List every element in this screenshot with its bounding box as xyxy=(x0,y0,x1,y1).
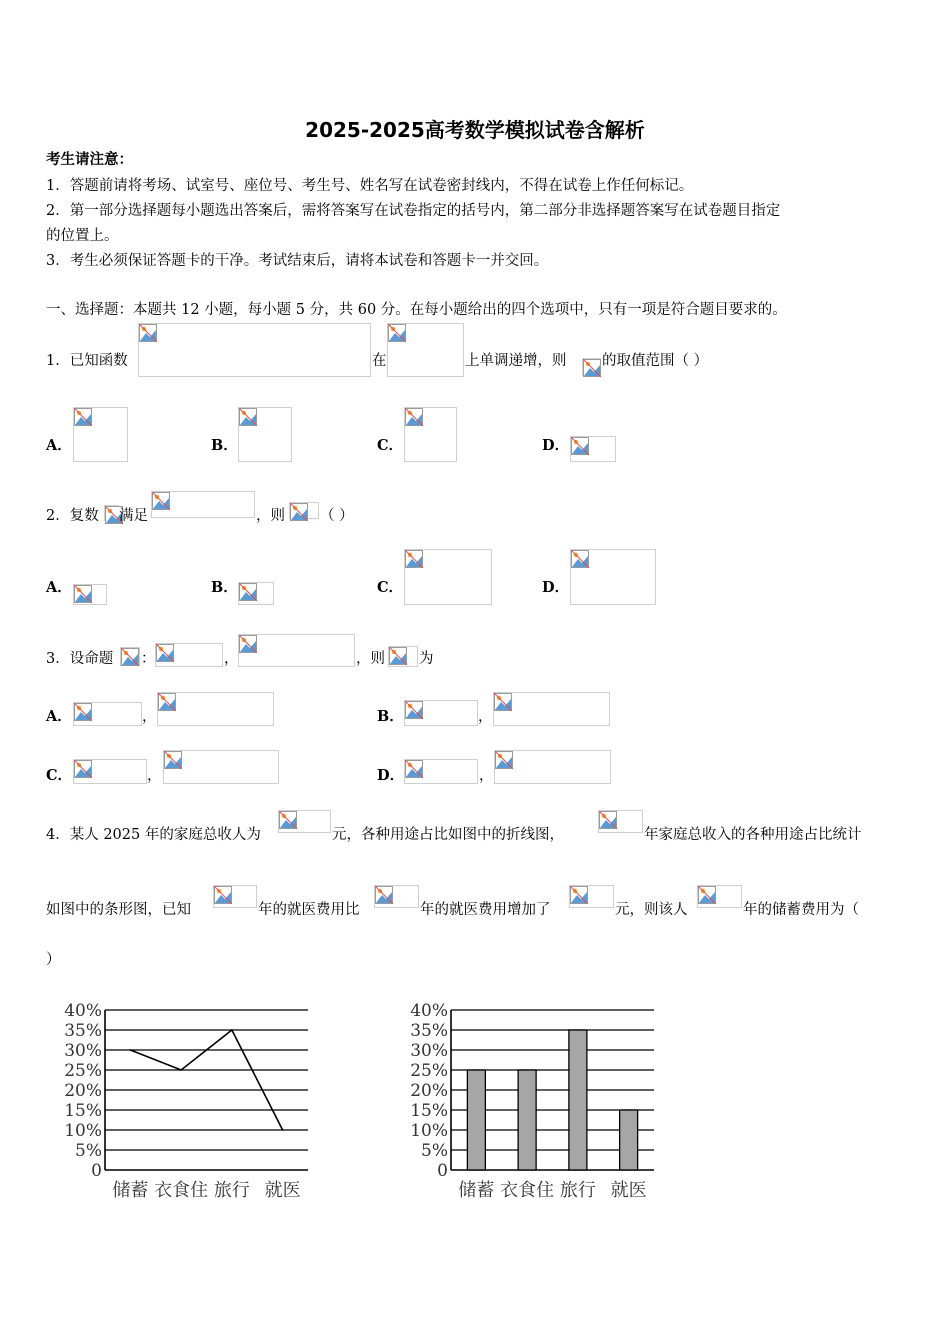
broken-image-icon xyxy=(74,585,92,603)
y-tick-label: 0 xyxy=(91,1161,102,1181)
broken-image-icon xyxy=(152,492,170,510)
line-chart xyxy=(58,996,320,1206)
broken-image-icon xyxy=(239,635,257,653)
broken-image-icon xyxy=(571,550,589,568)
notice-item: 2．第一部分选择题每小题选出答案后，需将答案写在试卷指定的括号内，第二部分非选择题答案写在试卷题目指定 xyxy=(46,203,781,219)
q2-text: 满足 xyxy=(119,508,148,524)
broken-image-icon xyxy=(405,701,423,719)
q4-text: 元，各种用途占比如图中的折线图， xyxy=(332,827,564,843)
broken-image-icon xyxy=(405,760,423,778)
x-tick-label: 衣食住 xyxy=(154,1180,209,1201)
formula-image xyxy=(238,407,292,462)
formula-image xyxy=(155,643,223,667)
q2-text: ，则 xyxy=(256,508,285,524)
section-heading: 一、选择题：本题共 12 小题，每小题 5 分，共 60 分。在每小题给出的四个选项中，只有一项是符合题目要求的。 xyxy=(46,302,787,318)
x-tick-label: 旅行 xyxy=(559,1180,596,1201)
notice-item: 1．答题前请将考场、试室号、座位号、考生号、姓名写在试卷密封线内，不得在试卷上作任何标记。 xyxy=(46,178,694,194)
q3-text: 为 xyxy=(419,651,434,667)
y-tick-label: 25% xyxy=(64,1061,102,1081)
broken-image-icon xyxy=(388,324,406,342)
notice-item: 的位置上。 xyxy=(46,228,119,244)
broken-image-icon xyxy=(164,751,182,769)
q4-text: 年家庭总收入的各种用途占比统计 xyxy=(644,827,862,843)
y-tick-label: 40% xyxy=(64,1001,102,1021)
q1-text: 在 xyxy=(372,353,387,369)
page-title: 2025-2025高考数学模拟试卷含解析 xyxy=(305,118,645,142)
bar xyxy=(569,1030,587,1170)
formula-image xyxy=(278,810,331,833)
option-label-c: C． xyxy=(377,437,404,454)
formula-image xyxy=(151,491,255,518)
formula-image xyxy=(157,692,274,726)
broken-image-icon xyxy=(239,408,257,426)
q3-text: ， xyxy=(224,651,239,667)
x-tick-label: 储蓄 xyxy=(458,1180,495,1201)
comma: ， xyxy=(479,768,494,784)
formula-image xyxy=(598,810,643,833)
q3-text: 3．设命题 xyxy=(46,651,114,667)
formula-image xyxy=(138,323,371,377)
broken-image-icon xyxy=(74,760,92,778)
q3-text: ，则 xyxy=(356,651,385,667)
formula-image xyxy=(697,885,742,908)
bar xyxy=(620,1110,638,1170)
broken-image-icon xyxy=(375,886,393,904)
formula-image xyxy=(289,502,319,519)
data-point xyxy=(231,1029,233,1031)
data-point xyxy=(282,1129,284,1131)
y-tick-label: 10% xyxy=(64,1121,102,1141)
option-label-b: B． xyxy=(211,437,238,454)
bar xyxy=(518,1070,536,1170)
option-label-d: D． xyxy=(377,767,405,784)
y-tick-label: 35% xyxy=(64,1021,102,1041)
q4-text: ） xyxy=(46,952,61,968)
x-tick-label: 就医 xyxy=(264,1180,301,1201)
formula-image xyxy=(163,750,279,784)
y-tick-label: 30% xyxy=(410,1041,448,1061)
q4-text: 年的储蓄费用为（ xyxy=(743,902,859,918)
broken-image-icon xyxy=(239,583,257,601)
formula-image xyxy=(404,407,457,462)
formula-image xyxy=(493,692,610,726)
broken-image-icon xyxy=(290,503,308,521)
x-tick-label: 就医 xyxy=(610,1180,647,1201)
broken-image-icon xyxy=(405,408,423,426)
option-label-d: D． xyxy=(542,579,570,596)
x-tick-label: 储蓄 xyxy=(112,1180,149,1201)
broken-image-icon xyxy=(279,811,297,829)
formula-image xyxy=(404,759,478,784)
data-point xyxy=(180,1069,182,1071)
y-tick-label: 5% xyxy=(75,1141,102,1161)
formula-image xyxy=(570,436,616,462)
formula-image xyxy=(404,549,492,605)
option-label-c: C． xyxy=(46,767,73,784)
notice-item: 3．考生必须保证答题卡的干净。考试结束后，请将本试卷和答题卡一并交回。 xyxy=(46,253,549,269)
formula-image xyxy=(73,759,147,784)
formula-image xyxy=(238,582,274,605)
broken-image-icon xyxy=(698,886,716,904)
broken-image-icon xyxy=(139,324,157,342)
y-tick-label: 35% xyxy=(410,1021,448,1041)
y-tick-label: 0 xyxy=(437,1161,448,1181)
series-line xyxy=(130,1030,282,1130)
comma: ， xyxy=(478,709,493,725)
formula-image xyxy=(494,750,611,784)
x-tick-label: 衣食住 xyxy=(500,1180,555,1201)
broken-image-icon xyxy=(495,751,513,769)
formula-image xyxy=(374,885,419,908)
broken-image-icon xyxy=(389,647,407,665)
q1-text: 的取值范围（ ） xyxy=(602,353,709,369)
y-tick-label: 20% xyxy=(410,1081,448,1101)
bar xyxy=(467,1070,485,1170)
option-label-a: A． xyxy=(46,708,72,725)
option-label-b: B． xyxy=(377,708,404,725)
broken-image-icon xyxy=(156,644,174,662)
option-label-a: A． xyxy=(46,437,72,454)
formula-image xyxy=(582,358,601,376)
q2-text: （ ） xyxy=(320,508,354,524)
y-tick-label: 40% xyxy=(410,1001,448,1021)
y-tick-label: 10% xyxy=(410,1121,448,1141)
broken-image-icon xyxy=(599,811,617,829)
broken-image-icon xyxy=(583,359,601,377)
q4-text: 元，则该人 xyxy=(615,902,688,918)
y-tick-label: 15% xyxy=(64,1101,102,1121)
formula-image xyxy=(120,647,140,666)
q4-text: 如图中的条形图，已知 xyxy=(46,902,191,918)
broken-image-icon xyxy=(214,886,232,904)
broken-image-icon xyxy=(571,437,589,455)
bar-chart xyxy=(404,996,666,1206)
broken-image-icon xyxy=(405,550,423,568)
comma: ， xyxy=(147,768,162,784)
option-label-d: D． xyxy=(542,437,570,454)
broken-image-icon xyxy=(158,693,176,711)
formula-image xyxy=(73,702,142,726)
formula-image xyxy=(388,646,418,667)
broken-image-icon xyxy=(121,648,139,666)
y-tick-label: 15% xyxy=(410,1101,448,1121)
data-point xyxy=(130,1049,132,1051)
q1-text: 上单调递增，则 xyxy=(465,353,567,369)
q3-text: ： xyxy=(141,651,156,667)
formula-image xyxy=(73,407,128,462)
broken-image-icon xyxy=(74,703,92,721)
formula-image xyxy=(569,885,614,908)
y-tick-label: 20% xyxy=(64,1081,102,1101)
y-tick-label: 25% xyxy=(410,1061,448,1081)
comma: ， xyxy=(142,709,157,725)
formula-image xyxy=(104,505,119,521)
formula-image xyxy=(238,634,355,667)
broken-image-icon xyxy=(74,408,92,426)
option-label-c: C． xyxy=(377,579,404,596)
formula-image xyxy=(570,549,656,605)
formula-image xyxy=(404,700,478,726)
broken-image-icon xyxy=(494,693,512,711)
q2-text: 2．复数 xyxy=(46,508,99,524)
q1-text: 1．已知函数 xyxy=(46,353,128,369)
q4-text: 年的就医费用增加了 xyxy=(420,902,551,918)
formula-image xyxy=(387,323,464,377)
formula-image xyxy=(73,584,107,605)
y-tick-label: 5% xyxy=(421,1141,448,1161)
y-tick-label: 30% xyxy=(64,1041,102,1061)
q4-text: 年的就医费用比 xyxy=(258,902,360,918)
option-label-a: A． xyxy=(46,579,72,596)
option-label-b: B． xyxy=(211,579,238,596)
formula-image xyxy=(213,885,257,908)
notice-heading: 考生请注意： xyxy=(46,151,133,168)
broken-image-icon xyxy=(570,886,588,904)
q4-text: 4．某人 2025 年的家庭总收人为 xyxy=(46,827,261,843)
x-tick-label: 旅行 xyxy=(213,1180,250,1201)
